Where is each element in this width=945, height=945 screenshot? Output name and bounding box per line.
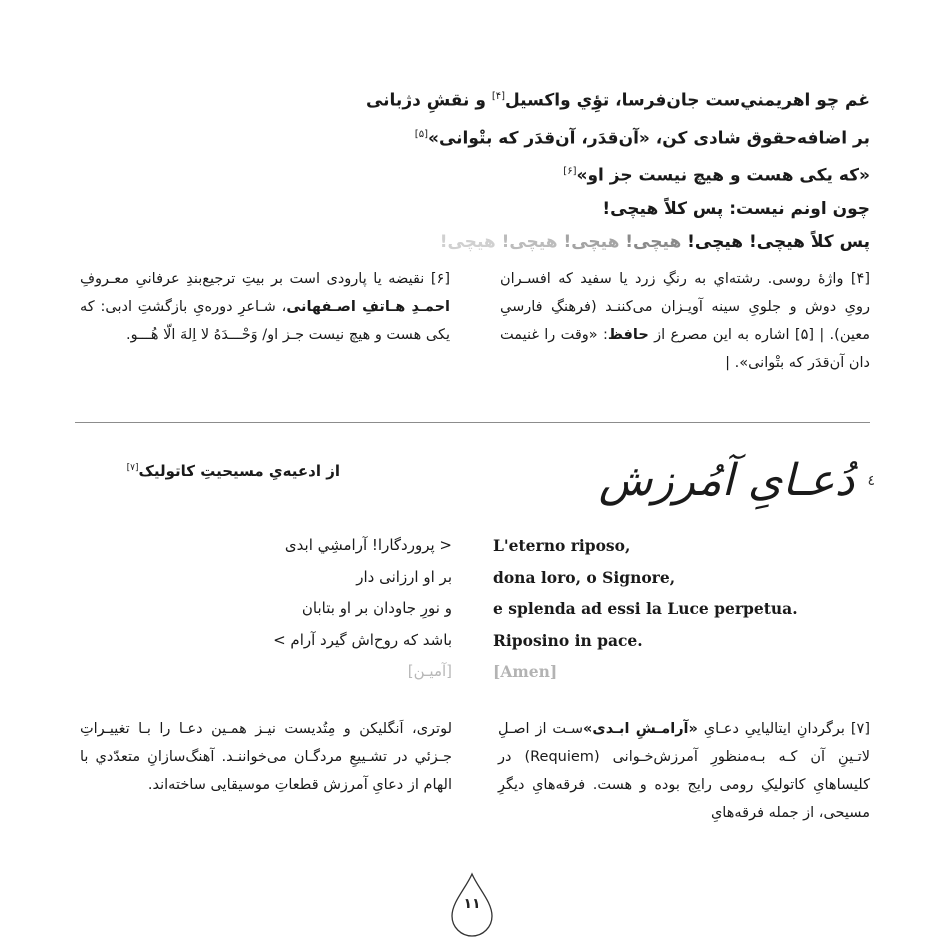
poem-line-4: چون اونم نیست: پس کلاً هیچی! <box>602 198 870 219</box>
poem-line-5: پس کلاً هیچی! هیچی! هیچی! هیچی! هیچی! هیچی! <box>439 231 870 252</box>
latin-prayer <box>493 530 873 688</box>
footnote-4-5: [۴] واژۀ روسی. رشته‌اي به رنگِ زرد یا سفید که افسـران رویِ دوش و جلویِ سینه آویـزان می‌کننـد (فرهنگِ فارسیِ معین). | [۵] اشاره به این مصرع از حافظ: «وقت را غنیمت دان آن‌قدَر که بتْوانی». | <box>500 271 870 371</box>
footnote-ref-7[interactable]: [۷] <box>126 463 139 473</box>
latin-line: e splenda ad essi la Luce perpetua. <box>493 599 798 618</box>
footnote-7: [۷] برگردانِ ایتالیاییِ دعـایِ «آرامـشِ ابـدی»سـت از اصـلِ لاتـینِ آن کـه بـه‌منظورِ آمرزش‌خـوانی (Requiem) در کلیساهایِ کاتولیکِ رومی رایج بوده و هست. فرقه‌هایِ دیگرِ مسیحی، از جمله فرقه‌هایِ <box>498 721 870 821</box>
section-subtitle: از ادعیه‌یِ مسیحیتِ کاتولیک[۷] <box>126 462 340 480</box>
page-number: ۱۱ <box>463 896 481 912</box>
poem-line-3: «که یکی هست و هیچ نیست جز او»[۶] <box>563 165 870 186</box>
latin-line: L'eterno riposo, <box>493 536 631 555</box>
section-number: ٤ <box>867 472 875 489</box>
footnote-ref-4[interactable]: [۴] <box>491 91 505 102</box>
section-divider <box>75 422 870 423</box>
poem-block <box>70 80 870 259</box>
footnote-ref-6[interactable]: [۶] <box>563 166 577 178</box>
latin-line: Riposino in pace. <box>493 630 643 650</box>
footnote-6: [۶] نقیضه یا پارودی است بر بیتِ ترجیع‌بندِ عرفانیِ معـروفِ احمـدِ هـاتفِ اصـفهانی، شـاعرِ دوره‌یِ بازگشتِ ادبی: که یکی هست و هیچ نیست جـز او/ وَحْـــدَهُ لا اِلهَ الّا هُـــو. <box>80 271 450 343</box>
footnote-7-continued: لوتری، اَنگلیکن و مِتُدیست نیـز همـین دعـا را بـا تغییـراتِ جـزئي در تشـییعِ مردگـان می‌خواننـد. آهنگ‌سازانِ متعدّدي با الهام از دعایِ آمرزش قطعاتِ موسیقایی ساخته‌اند. <box>80 721 452 793</box>
section-heading <box>555 455 875 506</box>
section-title: دُعـایِ آمُرزش <box>598 455 855 506</box>
persian-amen: [آمیـن] <box>407 662 452 680</box>
poem-line-2: بر اضافه‌حقوق شادی کن، «آن‌قدَر، آن‌قدَر که بتْوانی»[۵] <box>414 128 870 149</box>
persian-line: بر او ارزانی دار <box>356 567 452 586</box>
latin-amen: [Amen] <box>493 662 558 681</box>
poem-line-1: غم چو اهریمني‌ست جان‌فرسا، تؤِي واکسیل[۴] و نقشِ دژبانی <box>365 90 870 111</box>
persian-prayer <box>80 530 452 688</box>
persian-line: < پروردگارا! آرامشِي ابدی <box>284 536 452 554</box>
persian-line: باشد که روح‌اش گیرد آرام > <box>273 630 452 649</box>
footnote-ref-5[interactable]: [۵] <box>414 128 428 140</box>
latin-line: dona loro, o Signore, <box>493 567 676 587</box>
persian-line: و نورِ جاودان بر او بتابان <box>301 599 452 617</box>
